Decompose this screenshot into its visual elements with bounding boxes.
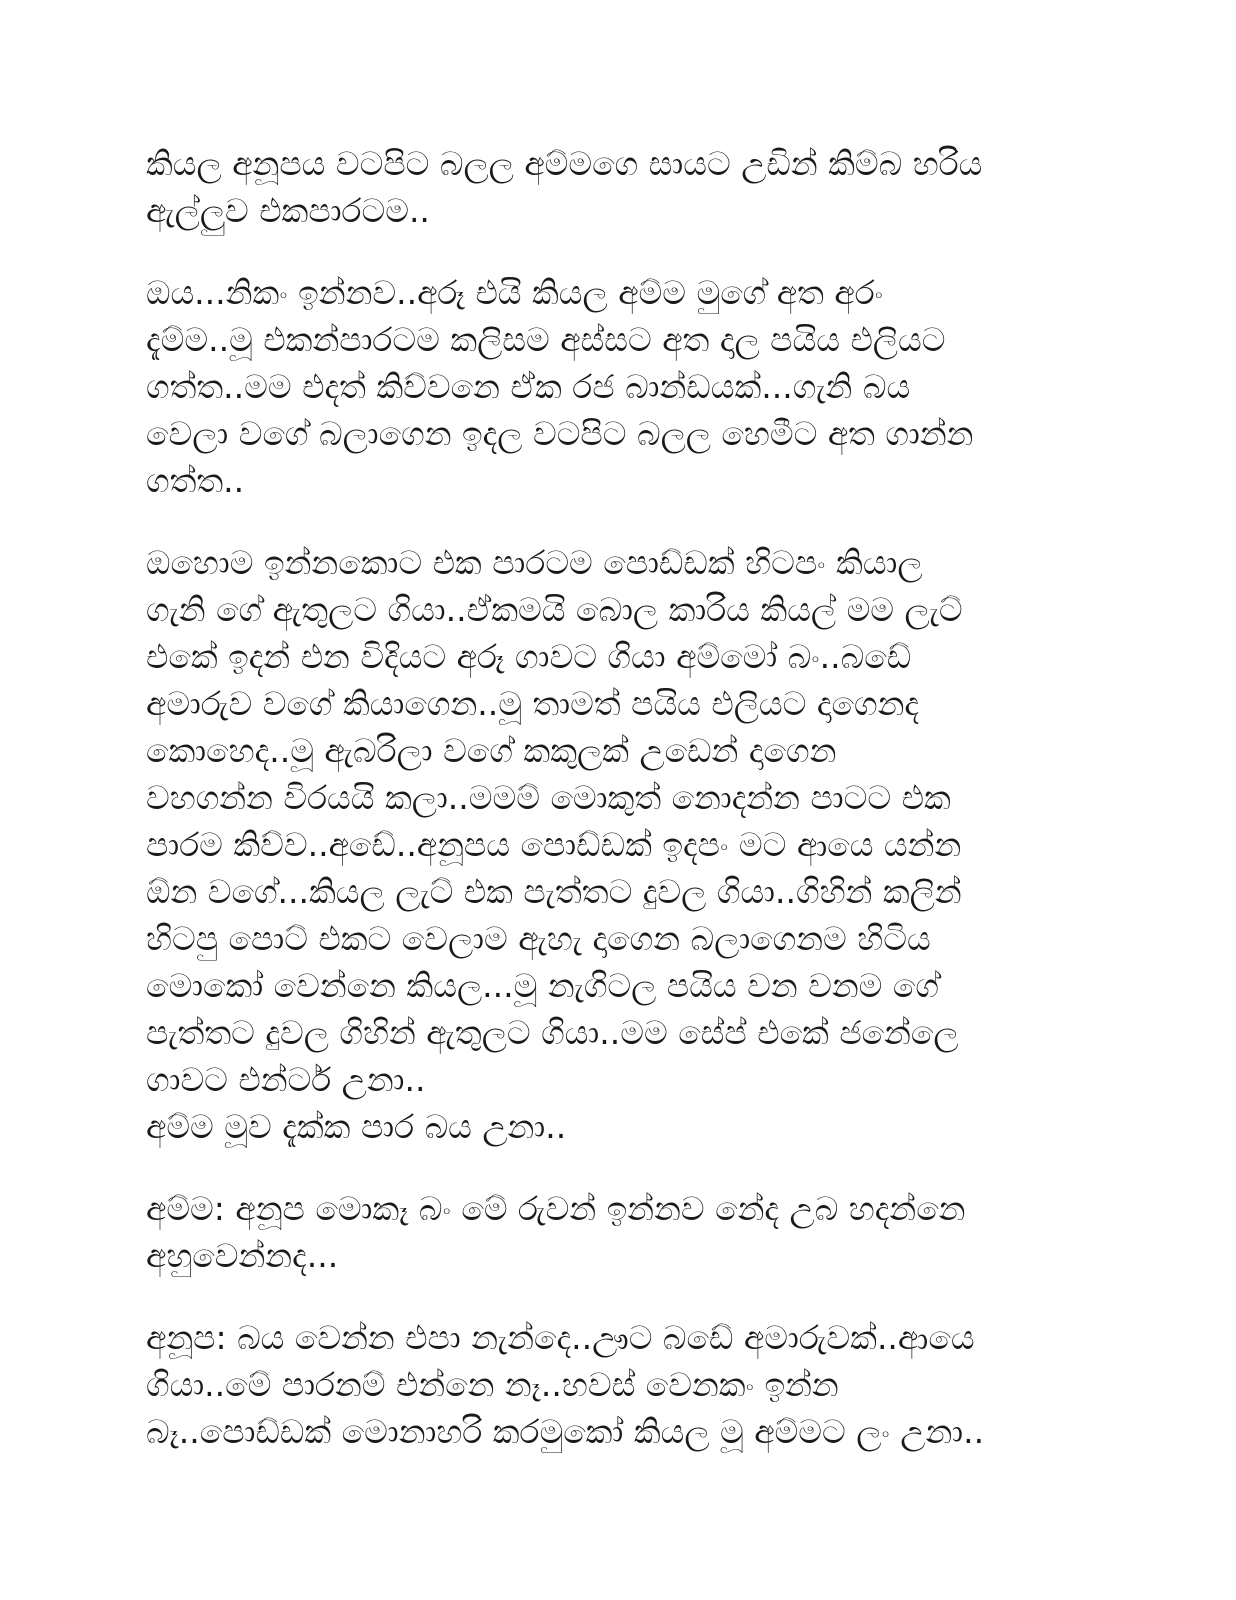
text-line: ඕන වගේ...කියල ලැට් එක පැත්තට දුවල ගියා..ගිහින් කලින් bbox=[146, 872, 962, 911]
text-line: ගැනි ගේ ඇතුලට ගියා..ඒකමයි බොල කාරිය කියල් මම ලැට් bbox=[146, 590, 963, 629]
paragraph-1 bbox=[146, 140, 1106, 234]
text-line: ගාවට එන්ටර් උනා.. bbox=[146, 1060, 426, 1099]
text-line: බෑ..පොඩ්ඩක් මොනාහරි කරමුකෝ කියල මූ අම්මට ලං උනා.. bbox=[146, 1412, 985, 1451]
text-line: දැම්ම..මූ එකන්පාරටම කලිසම අස්සට අත දාල පයිය එලියට bbox=[146, 320, 946, 359]
text-line: ඔය...නිකං ඉන්නව..අරූ එයි කියල අම්ම මුගේ අත අරං bbox=[146, 273, 884, 312]
text-line: හිටපු පොට් එකට වෙලාම ඇහැ දාගෙන බලාගෙනම හිටිය bbox=[146, 919, 931, 958]
paragraph-5 bbox=[146, 1314, 1106, 1455]
text-line: ගියා..මේ පාරනම් එන්නෙ නෑ..හවස් වෙනකං ඉන්න bbox=[146, 1365, 839, 1404]
text-line: ඔහොම ඉන්නකොට එක පාරටම පොඩ්ඩක් හිටපං කියාල bbox=[146, 543, 923, 582]
text-line: අමාරුව වගේ කියාගෙන..මූ තාමත් පයිය එලියට දාගෙනද bbox=[146, 684, 920, 723]
text-line: අම්ම: අනූප මොකෑ බං මේ රුවන් ඉන්නව නේද උබ හදන්නෙ bbox=[146, 1189, 966, 1228]
paragraph-3 bbox=[146, 539, 1106, 1150]
text-line: අනූප: බය වෙන්න එපා නැන්දෙ..ඌට බඩේ අමාරුවක්..ආයෙ bbox=[146, 1318, 975, 1357]
text-line: කියල අනූපය වටපිට බලල අම්මගෙ සායට උඩින් කිම්බ හරිය bbox=[146, 144, 983, 183]
text-line: එකේ ඉදන් එන විදියට අරූ ගාවට ගියා අම්මෝ බං..බඩේ bbox=[146, 637, 912, 676]
text-line: පැත්තට දුවල ගිහින් ඇතුලට ගියා..මම සේප් එකේ ජනේලෙ bbox=[146, 1013, 959, 1052]
text-line: මොකෝ වෙන්නෙ කියල...මූ නැගිටල පයිය වන වනම ගේ bbox=[146, 966, 939, 1005]
text-line: ගත්ත..මම එදත් කිව්වනෙ ඒක රජ බාන්ඩයක්...ගැනි බය bbox=[146, 367, 911, 406]
paragraph-4 bbox=[146, 1185, 1106, 1279]
text-line: වහගන්න විරයයි කලා..මමම් මොකුත් නොදන්න පාටට එක bbox=[146, 778, 951, 817]
text-line: ගත්ත.. bbox=[146, 461, 245, 500]
text-line: වෙලා වගේ බලාගෙන ඉදල වටපිට බලල හෙමීට අත ගාන්න bbox=[146, 414, 974, 453]
text-line: අහුවෙන්නද... bbox=[146, 1236, 339, 1275]
text-line: අම්ම මූව දැක්ක පාර බය උනා.. bbox=[146, 1107, 567, 1146]
text-line: පාරම කිව්ව..අඩේ..අනූපය පොඩ්ඩක් ඉදපං මට ආයෙ යන්න bbox=[146, 825, 962, 864]
text-line: ඇල්ලුව එකපාරටම.. bbox=[146, 191, 430, 230]
paragraph-2 bbox=[146, 269, 1106, 504]
text-line: කොහෙද..මූ ඇබරිලා වගේ කකුලක් උඩෙන් දාගෙන bbox=[146, 731, 837, 770]
story-text bbox=[146, 140, 1106, 1455]
